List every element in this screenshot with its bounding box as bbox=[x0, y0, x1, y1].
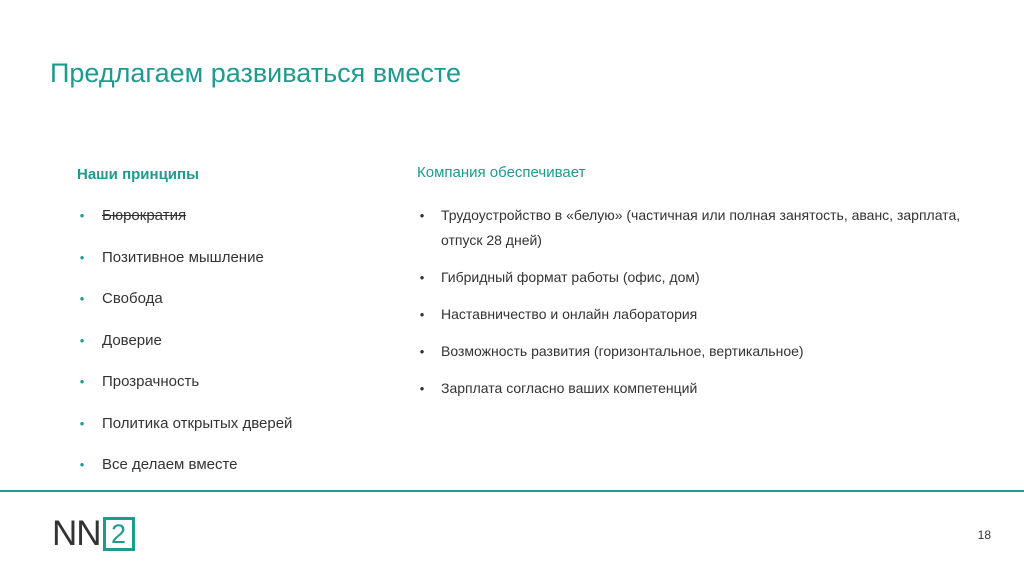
bullet-icon: • bbox=[79, 291, 85, 306]
company-column bbox=[417, 163, 977, 413]
bullet-icon: • bbox=[79, 374, 85, 389]
company-heading: Компания обеспечивает bbox=[417, 164, 586, 181]
bullet-icon: • bbox=[79, 457, 85, 472]
bullet-icon: • bbox=[419, 344, 425, 359]
benefit-text: Трудоустройство в «белую» (частичная или полная занятость, аванс, зарплата, отпуск 28 дней) bbox=[441, 207, 961, 248]
principles-column bbox=[77, 165, 397, 497]
principle-text: Позитивное мышление bbox=[102, 248, 264, 266]
list-item bbox=[417, 339, 977, 364]
list-item bbox=[77, 414, 397, 434]
bullet-icon: • bbox=[79, 208, 85, 223]
page-number: 18 bbox=[977, 528, 991, 542]
list-item bbox=[77, 289, 397, 309]
principle-text: Бюрократия bbox=[102, 207, 187, 224]
principles-heading: Наши принципы bbox=[77, 166, 199, 183]
bullet-icon: • bbox=[79, 332, 85, 348]
list-item bbox=[77, 248, 397, 268]
principle-text: Политика открытых дверей bbox=[102, 414, 293, 432]
benefit-text: Наставничество и онлайн лаборатория bbox=[441, 306, 698, 322]
bullet-icon: • bbox=[79, 249, 85, 265]
list-item bbox=[417, 265, 977, 290]
list-item bbox=[77, 372, 397, 392]
company-list bbox=[417, 203, 977, 401]
bullet-icon: • bbox=[419, 381, 425, 396]
benefit-text: Зарплата согласно ваших компетенций bbox=[441, 380, 698, 396]
slide-title: Предлагаем развиваться вместе bbox=[50, 58, 461, 88]
benefit-text: Возможность развития (горизонтальное, вертикальное) bbox=[441, 343, 804, 359]
principles-list bbox=[77, 206, 397, 475]
list-item bbox=[417, 376, 977, 401]
bullet-icon: • bbox=[419, 307, 425, 322]
bullet-icon: • bbox=[419, 270, 425, 285]
principle-text: Все делаем вместе bbox=[102, 456, 238, 473]
principle-text: Свобода bbox=[102, 290, 163, 307]
nn2-logo bbox=[52, 515, 135, 553]
list-item bbox=[77, 331, 397, 351]
footer-divider bbox=[0, 490, 1024, 492]
principle-text: Прозрачность bbox=[102, 373, 200, 390]
principle-text: Доверие bbox=[102, 331, 162, 349]
bullet-icon: • bbox=[79, 415, 85, 431]
list-item bbox=[77, 206, 397, 226]
logo-text: NN bbox=[52, 514, 101, 553]
bullet-icon: • bbox=[419, 208, 425, 223]
benefit-text: Гибридный формат работы (офис, дом) bbox=[441, 269, 700, 285]
list-item bbox=[77, 455, 397, 475]
list-item bbox=[417, 203, 977, 253]
list-item bbox=[417, 302, 977, 327]
logo-box-icon: 2 bbox=[103, 517, 135, 551]
